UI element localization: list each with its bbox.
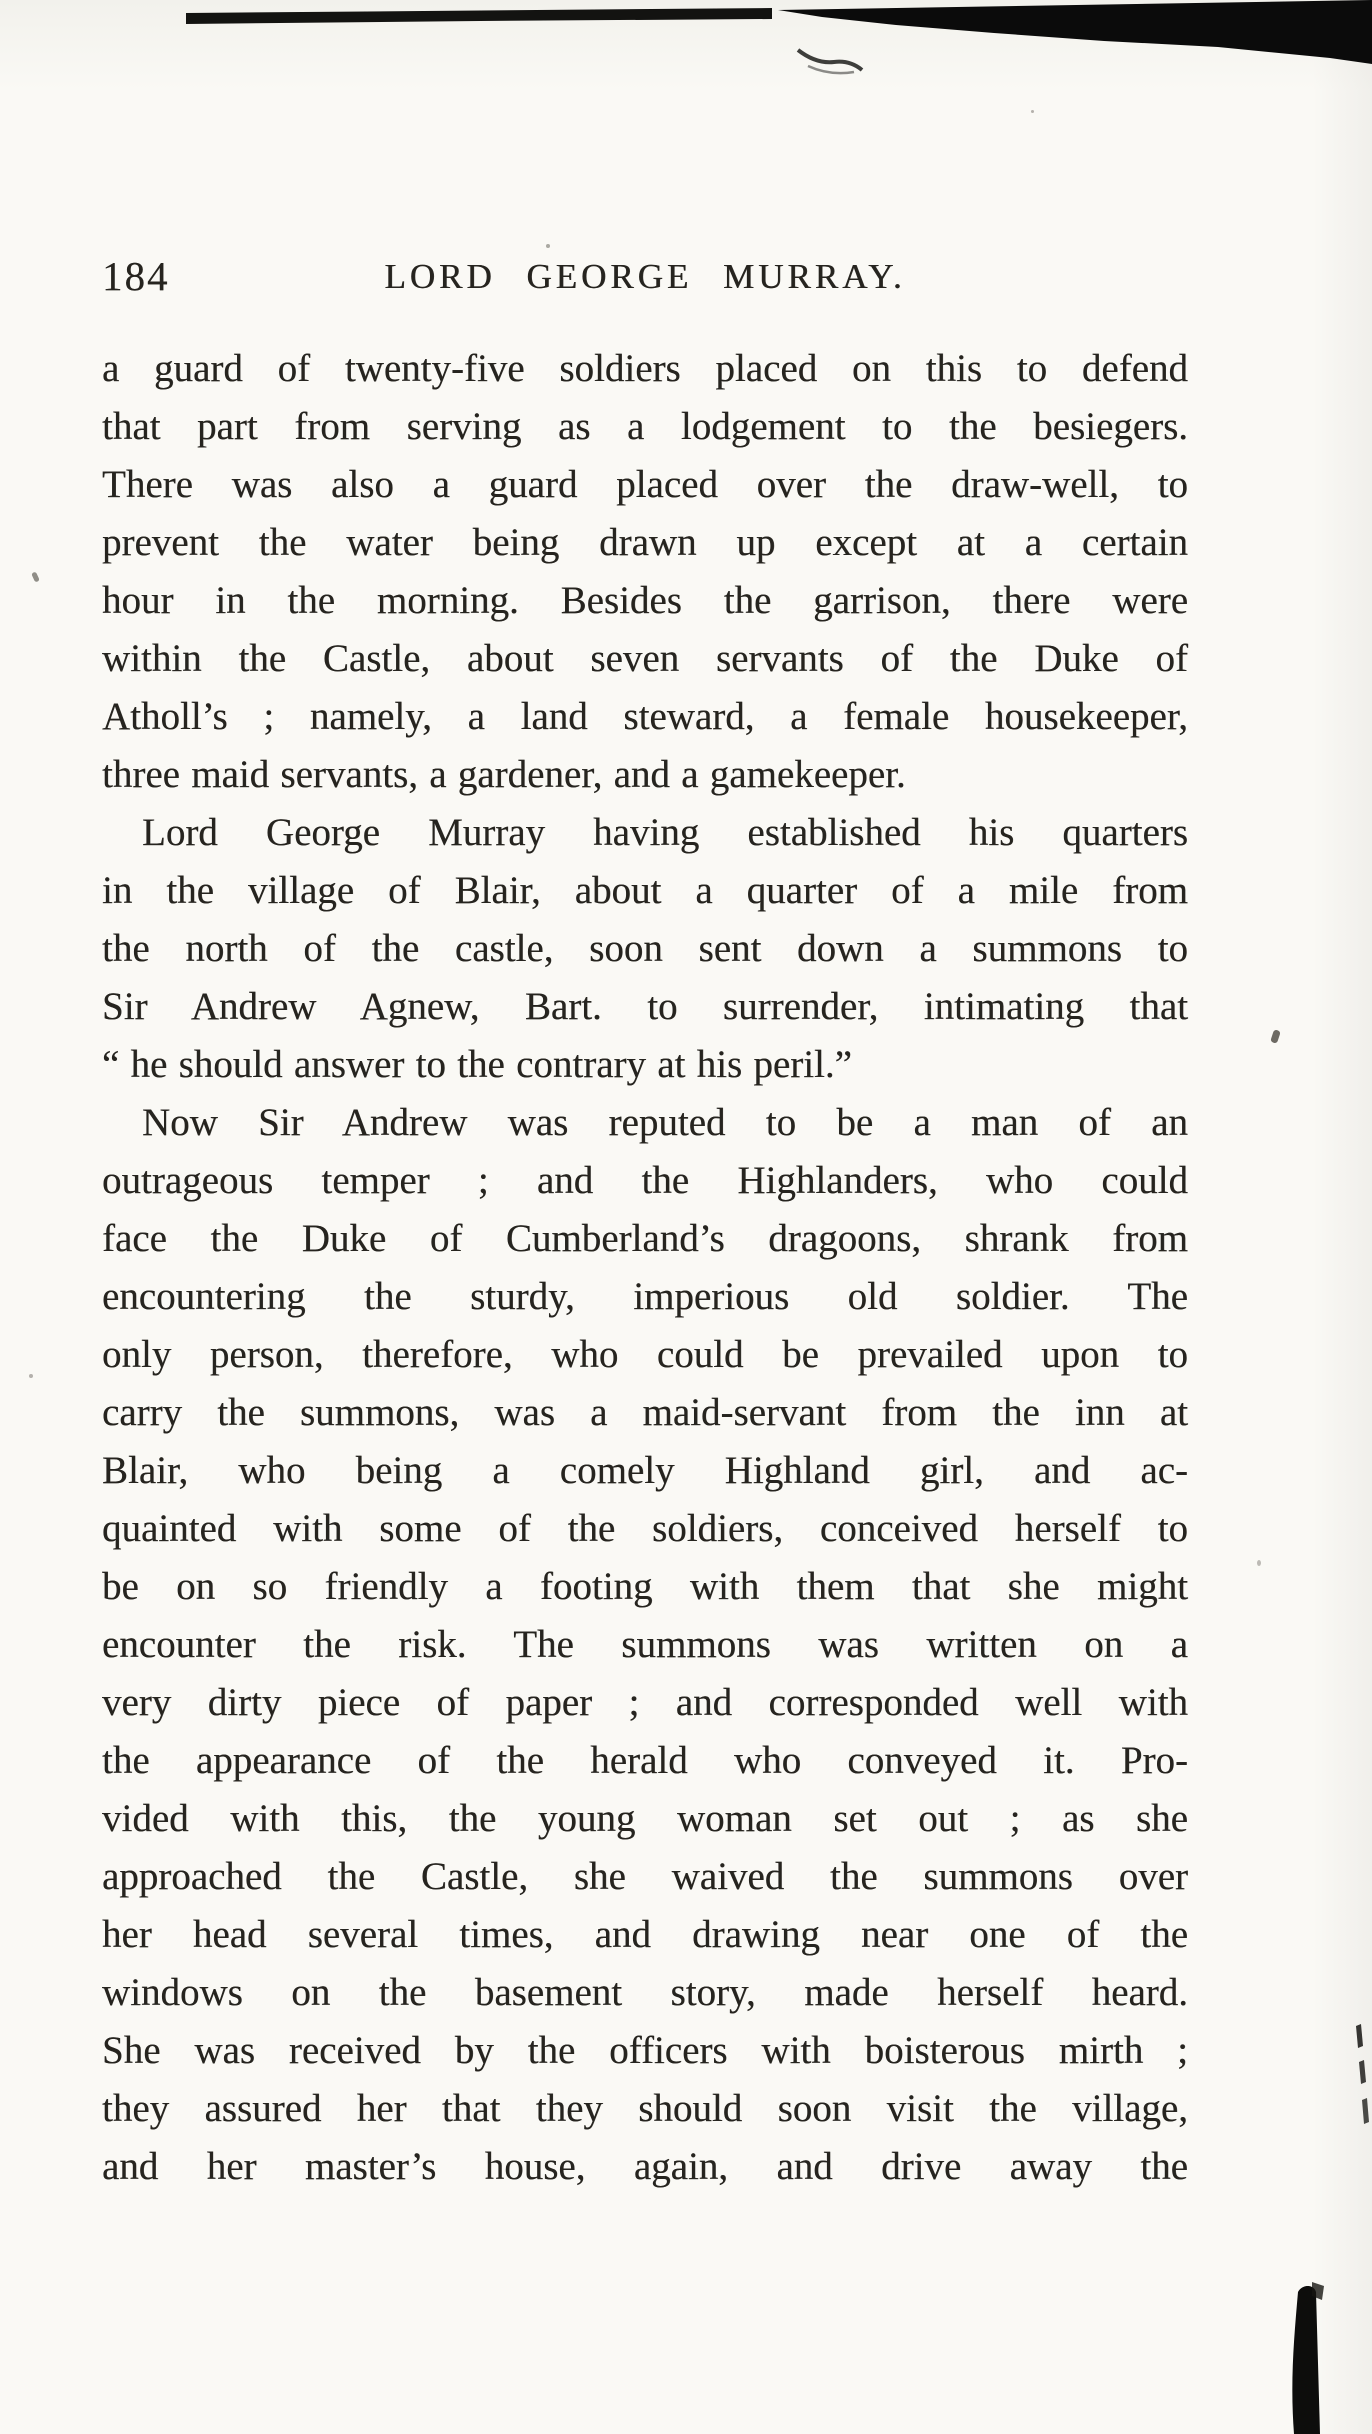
scan-speck — [31, 571, 40, 582]
scan-speck — [546, 244, 550, 248]
text-line: approached the Castle, she waived the summons over — [102, 1855, 1188, 1898]
scan-artifact-right-edge — [1336, 2020, 1372, 2150]
text-line: carry the summons, was a maid-servant from the inn at — [102, 1391, 1188, 1434]
text-line: they assured her that they should soon visit the village, — [102, 2087, 1188, 2130]
page-header — [102, 252, 1188, 306]
text-line: vided with this, the young woman set out ; as she — [102, 1797, 1188, 1840]
text-line: a guard of twenty-five soldiers placed on this to defend — [102, 347, 1188, 390]
page-number: 184 — [102, 253, 170, 299]
text-line: within the Castle, about seven servants of the Duke of — [102, 637, 1188, 680]
scan-artifact-bottom-right — [1282, 2282, 1372, 2434]
text-line: hour in the morning. Besides the garrison, there were — [102, 579, 1188, 622]
scan-speck — [1270, 1029, 1281, 1044]
text-line: the north of the castle, soon sent down a summons to — [102, 927, 1188, 970]
text-line: three maid servants, a gardener, and a gamekeeper. — [102, 753, 906, 796]
text-line: “ he should answer to the contrary at his peril.” — [102, 1043, 852, 1086]
text-line: be on so friendly a footing with them that she might — [102, 1565, 1188, 1608]
text-line: There was also a guard placed over the draw-well, to — [102, 463, 1188, 506]
text-line: quainted with some of the soldiers, conceived herself to — [102, 1507, 1188, 1550]
page-body — [102, 340, 1188, 2196]
text-line: Sir Andrew Agnew, Bart. to surrender, intimating that — [102, 985, 1188, 1028]
text-line: and her master’s house, again, and drive away the — [102, 2145, 1188, 2188]
text-line: Now Sir Andrew was reputed to be a man of an — [142, 1101, 1188, 1144]
scan-artifact-top-edge — [0, 0, 1372, 100]
text-line: face the Duke of Cumberland’s dragoons, shrank from — [102, 1217, 1188, 1260]
text-line: only person, therefore, who could be prevailed upon to — [102, 1333, 1188, 1376]
scan-speck — [1257, 1560, 1261, 1566]
text-line: Blair, who being a comely Highland girl, and ac- — [102, 1449, 1188, 1492]
text-line: encounter the risk. The summons was written on a — [102, 1623, 1188, 1666]
text-line: windows on the basement story, made herself heard. — [102, 1971, 1188, 2014]
text-line: that part from serving as a lodgement to the besiegers. — [102, 405, 1188, 448]
scan-speck — [29, 1374, 33, 1378]
text-line: encountering the sturdy, imperious old soldier. The — [102, 1275, 1188, 1318]
scan-speck — [1031, 110, 1034, 113]
text-line: Atholl’s ; namely, a land steward, a female housekeeper, — [102, 695, 1188, 738]
running-title: LORD GEORGE MURRAY. — [384, 257, 906, 296]
text-line: She was received by the officers with boisterous mirth ; — [102, 2029, 1188, 2072]
text-line: very dirty piece of paper ; and corresponded well with — [102, 1681, 1188, 1724]
text-line: Lord George Murray having established his quarters — [142, 811, 1188, 854]
text-line: the appearance of the herald who conveyed it. Pro- — [102, 1739, 1188, 1782]
text-line: her head several times, and drawing near one of the — [102, 1913, 1188, 1956]
text-line: prevent the water being drawn up except at a certain — [102, 521, 1188, 564]
text-line: outrageous temper ; and the Highlanders, who could — [102, 1159, 1188, 1202]
text-line: in the village of Blair, about a quarter of a mile from — [102, 869, 1188, 912]
